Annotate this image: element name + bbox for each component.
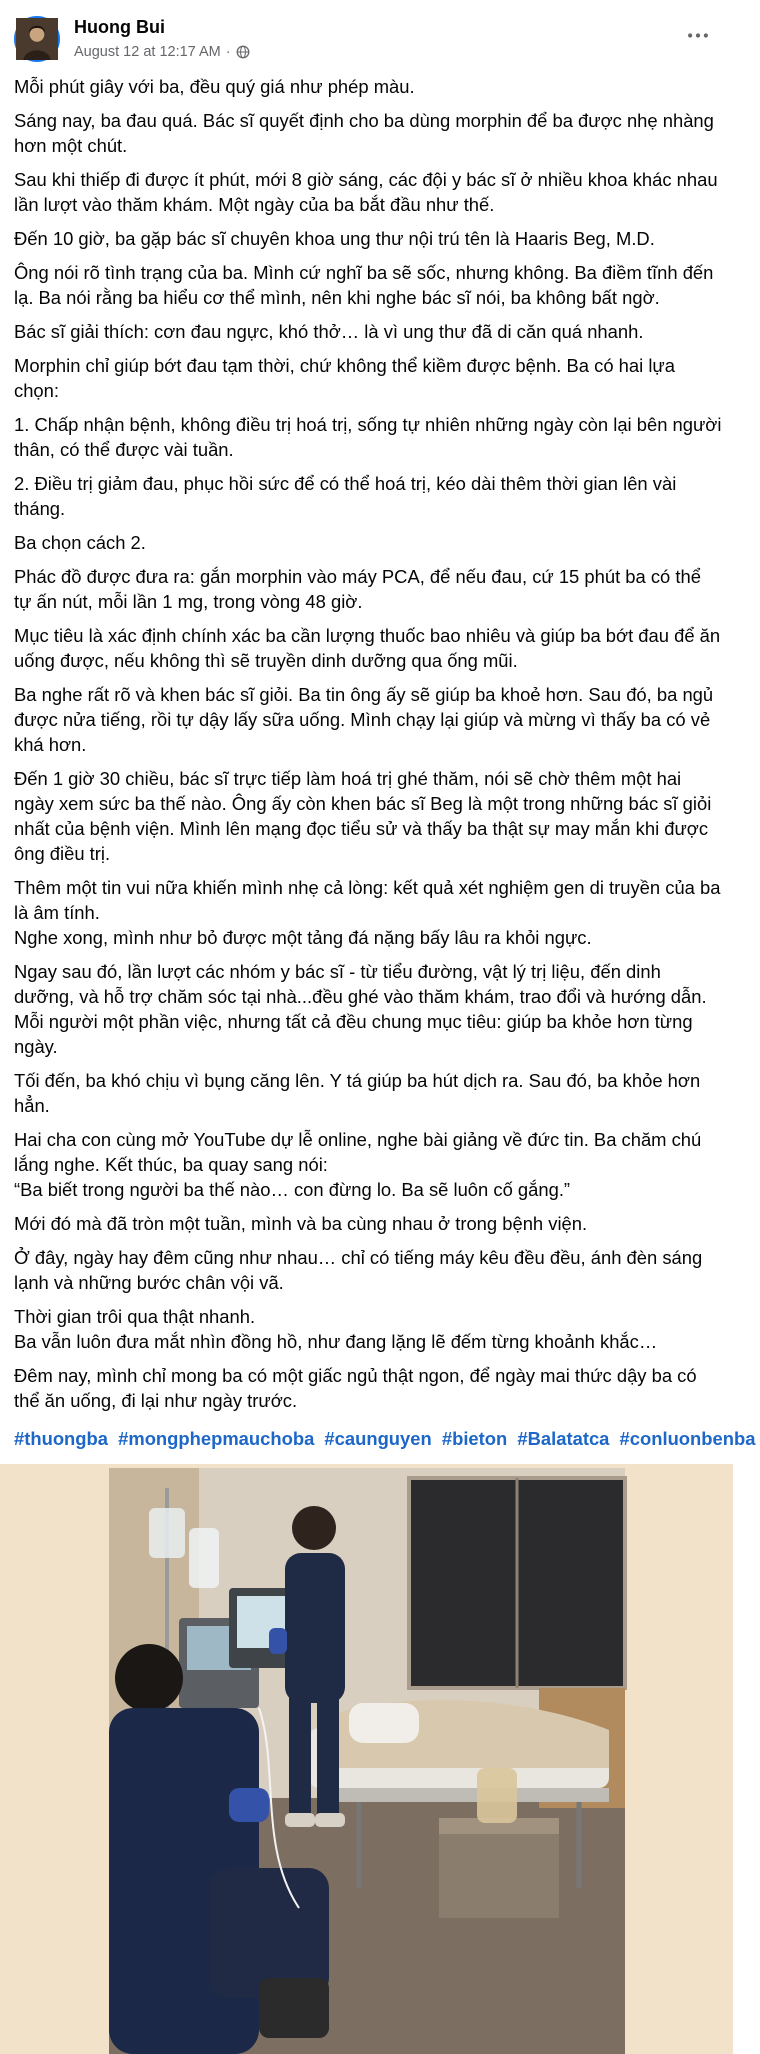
author-name[interactable]: Huong Bui (74, 17, 165, 37)
post-paragraph: 1. Chấp nhận bệnh, không điều trị hoá trị, sống tự nhiên những ngày còn lại bên người thân, có thể được vài tuần. (14, 414, 722, 460)
post-paragraph: Thêm một tin vui nữa khiến mình nhẹ cả lòng: kết quả xét nghiệm gen di truyền của ba là âm tính. Nghe xong, mình như bỏ được một tảng đá nặng bấy lâu ra khỏi ngực. (14, 877, 721, 948)
post-paragraph: Sáng nay, ba đau quá. Bác sĩ quyết định cho ba dùng morphin để ba được nhẹ nhàng hơn một chút. (14, 110, 714, 156)
post-paragraph: Mục tiêu là xác định chính xác ba cần lượng thuốc bao nhiêu và giúp ba bớt đau để ăn uống được, nếu không thì sẽ truyền dinh dưỡng qua ống mũi. (14, 625, 721, 671)
post-paragraph: Tối đến, ba khó chịu vì bụng căng lên. Y tá giúp ba hút dịch ra. Sau đó, ba khỏe hơn hẳn. (14, 1070, 701, 1116)
post-meta (74, 44, 250, 60)
post-body (14, 74, 722, 1422)
more-options-icon[interactable] (681, 22, 715, 48)
post-timestamp[interactable]: August 12 at 12:17 AM (74, 44, 221, 60)
post-paragraph: 2. Điều trị giảm đau, phục hồi sức để có thể hoá trị, kéo dài thêm thời gian lên vài tháng. (14, 473, 677, 519)
post-paragraph: Phác đồ được đưa ra: gắn morphin vào máy PCA, để nếu đau, cứ 15 phút ba có thể tự ấn nút, mỗi lần 1 mg, trong vòng 48 giờ. (14, 566, 701, 612)
post-header (0, 0, 733, 74)
hashtag-link[interactable]: #caunguyen (324, 1428, 432, 1449)
hashtag-link[interactable]: #conluonbenba (619, 1428, 756, 1449)
post-paragraph: Mới đó mà đã tròn một tuần, mình và ba cùng nhau ở trong bệnh viện. (14, 1213, 588, 1234)
author-avatar[interactable] (14, 16, 60, 62)
post-paragraph: Bác sĩ giải thích: cơn đau ngực, khó thở… là vì ung thư đã di căn quá nhanh. (14, 321, 644, 342)
post-paragraph: Morphin chỉ giúp bớt đau tạm thời, chứ không thể kiềm được bệnh. Ba có hai lựa chọn: (14, 355, 675, 401)
post-paragraph: Ba nghe rất rõ và khen bác sĩ giỏi. Ba tin ông ấy sẽ giúp ba khoẻ hơn. Sau đó, ba ngủ được nửa tiếng, rồi tự dậy lấy sữa uống. Mình chạy lại giúp và mừng vì thấy ba có vẻ khá hơn. (14, 684, 714, 755)
post-paragraph: Hai cha con cùng mở YouTube dự lễ online, nghe bài giảng về đức tin. Ba chăm chú lắng nghe. Kết thúc, ba quay sang nói: “Ba biết trong người ba thế nào… con đừng lo. Ba sẽ luôn cố gắng.” (14, 1129, 702, 1200)
meta-separator: · (225, 44, 231, 60)
avatar-image (16, 18, 58, 60)
hashtag-link[interactable]: #thuongba (14, 1428, 108, 1449)
post-paragraph: Đến 10 giờ, ba gặp bác sĩ chuyên khoa ung thư nội trú tên là Haaris Beg, M.D. (14, 228, 655, 249)
post-paragraph: Đến 1 giờ 30 chiều, bác sĩ trực tiếp làm hoá trị ghé thăm, nói sẽ chờ thêm một hai ngày xem sức ba thế nào. Ông ấy còn khen bác sĩ Beg là một trong những bác sĩ giỏi nhất của bệnh viện. Mình lên mạng đọc tiểu sử và thấy ba thật sự may mắn khi được ông điều trị. (14, 768, 712, 864)
post-photo-container[interactable] (0, 1464, 733, 2054)
post-paragraph: Ở đây, ngày hay đêm cũng như nhau… chỉ có tiếng máy kêu đều đều, ánh đèn sáng lạnh và những bước chân vội vã. (14, 1247, 703, 1293)
post-paragraph: Ông nói rõ tình trạng của ba. Mình cứ nghĩ ba sẽ sốc, nhưng không. Ba điềm tĩnh đến lạ. Ba nói rằng ba hiểu cơ thể mình, nên khi nghe bác sĩ nói, ba không bất ngờ. (14, 262, 714, 308)
post-paragraph: Đêm nay, mình chỉ mong ba có một giấc ngủ thật ngon, để ngày mai thức dậy ba có thể ăn uống, đi lại như ngày trước. (14, 1365, 697, 1411)
post-paragraph: Mỗi phút giây với ba, đều quý giá như phép màu. (14, 76, 415, 97)
hashtag-link[interactable]: #bieton (441, 1428, 508, 1449)
post-paragraph: Ba chọn cách 2. (14, 532, 146, 553)
post-paragraph: Thời gian trôi qua thật nhanh. Ba vẫn luôn đưa mắt nhìn đồng hồ, như đang lặng lẽ đếm từng khoảnh khắc… (14, 1306, 658, 1352)
hashtag-link[interactable]: #Balatatca (517, 1428, 610, 1449)
hashtag-row (14, 1426, 756, 1451)
hashtag-link[interactable]: #mongphepmauchoba (118, 1428, 315, 1449)
post-paragraph: Ngay sau đó, lần lượt các nhóm y bác sĩ - từ tiểu đường, vật lý trị liệu, đến dinh dưỡng, và hỗ trợ chăm sóc tại nhà...đều ghé vào thăm khám, trao đổi và hướng dẫn. Mỗi người một phần việc, nhưng tất cả đều chung mục tiêu: giúp ba khỏe hơn từng ngày. (14, 961, 707, 1057)
hospital-room-photo[interactable] (109, 1468, 625, 2054)
post-paragraph: Sau khi thiếp đi được ít phút, mới 8 giờ sáng, các đội y bác sĩ ở nhiều khoa khác nhau lần lượt vào thăm khám. Một ngày của ba bắt đầu như thế. (14, 169, 718, 215)
globe-icon[interactable] (236, 45, 250, 59)
